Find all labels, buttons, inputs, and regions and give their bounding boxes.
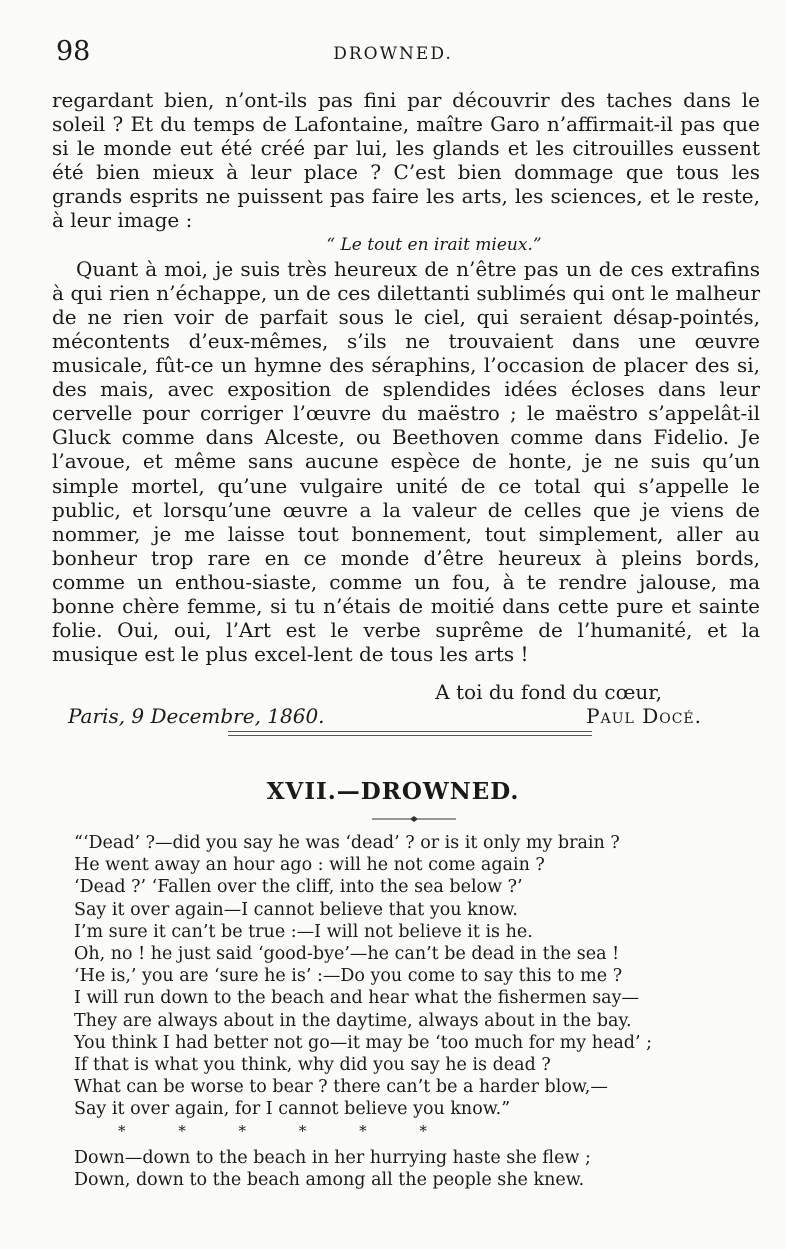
poem-line: What can be worse to bear ? there can’t be a harder blow,— <box>74 1077 608 1098</box>
letter-text <box>52 88 760 728</box>
closing-line: A toi du fond du cœur, <box>435 680 662 705</box>
chapter-title: XVII.—DROWNED. <box>266 778 520 805</box>
poem-line: I will run down to the beach and hear what the fishermen say— <box>74 988 639 1009</box>
poem <box>74 832 734 1191</box>
poem-line: Down—down to the beach in her hurrying haste she flew ; <box>74 1147 591 1168</box>
poem-line: If that is what you think, why did you say he is dead ? <box>74 1055 551 1076</box>
running-head: DROWNED. <box>333 44 453 64</box>
poem-line: He went away an hour ago : will he not come again ? <box>74 855 545 876</box>
section-break-stars: * * * * * * <box>118 1121 427 1140</box>
poem-line: Oh, no ! he just said ‘good-bye’—he can’t be dead in the sea ! <box>74 944 620 965</box>
quotation: “ Le tout en irait mieux.” <box>326 234 542 255</box>
poem-line: ‘He is,’ you are ‘sure he is’ :—Do you come to say this to me ? <box>74 966 623 987</box>
divider-rule <box>228 731 592 732</box>
signature-row <box>52 704 760 728</box>
poem-line: You think I had better not go—it may be ‘too much for my head’ ; <box>74 1032 653 1053</box>
poem-line: ‘Dead ?’ ‘Fallen over the cliff, into the sea below ?’ <box>74 877 523 898</box>
page-number: 98 <box>56 36 91 67</box>
poem-line: I’m sure it can’t be true :—I will not believe it is he. <box>74 921 533 942</box>
poem-line: “‘Dead’ ?—did you say he was ‘dead’ ? or is it only my brain ? <box>74 833 620 853</box>
signature: Paul Docé. <box>586 704 702 729</box>
divider-rule <box>228 735 592 736</box>
poem-line: They are always about in the daytime, always about in the bay. <box>74 1010 632 1031</box>
poem-line: Say it over again, for I cannot believe you know.” <box>74 1099 511 1120</box>
ornament-icon <box>372 815 456 823</box>
poem-line: Down, down to the beach among all the people she knew. <box>74 1169 585 1190</box>
poem-line: Say it over again—I cannot believe that you know. <box>74 899 518 920</box>
paragraph: regardant bien, n’ont-ils pas fini par découvrir des taches dans le soleil ? Et du temps de Lafontaine, maître Garo n’affirmait-il pas que si le monde eut été créé par lui, les glands et les citrouilles eussent été bien mieux à leur place ? C’est bien dommage que tous les grands esprits ne puissent pas faire les arts, les sciences, et le reste, à leur image : <box>52 88 760 233</box>
page-header <box>52 36 734 70</box>
place-date: Paris, 9 Decembre, 1860. <box>68 704 325 729</box>
paragraph: Quant à moi, je suis très heureux de n’être pas un de ces extrafins à qui rien n’échappe, un de ces dilettanti sublimés qui ont le malheur de ne rien voir de parfait sous le ciel, qui seraient désap-pointés, mécontents d’eux-mêmes, s’ils ne trouvaient dans une œuvre musicale, fût-ce un hymne des séraphins, l’occasion de placer des si, des mais, avec exposition de splendides idées écloses dans leur cervelle pour corriger l’œuvre du maëstro ; le maëstro s’appelât-il Gluck comme dans Alceste, ou Beethoven comme dans Fidelio. Je l’avoue, et même sans aucune espèce de honte, je ne suis qu’un simple mortel, qu’une vulgaire unité de ce total qui s’appelle le public, et lorsqu’une œuvre a la valeur de celles que je viens de nommer, je me laisse tout bonnement, tout simplement, aller au bonheur trop rare en ce monde d’être heureux à pleins bords, comme un enthou-siaste, comme un fou, à te rendre jalouse, ma bonne chère femme, si tu n’étais de moitié dans cette pure et sainte folie. Oui, oui, l’Art est le verbe suprême de l’humanité, et la musique est le plus excel-lent de tous les arts ! <box>52 256 760 667</box>
